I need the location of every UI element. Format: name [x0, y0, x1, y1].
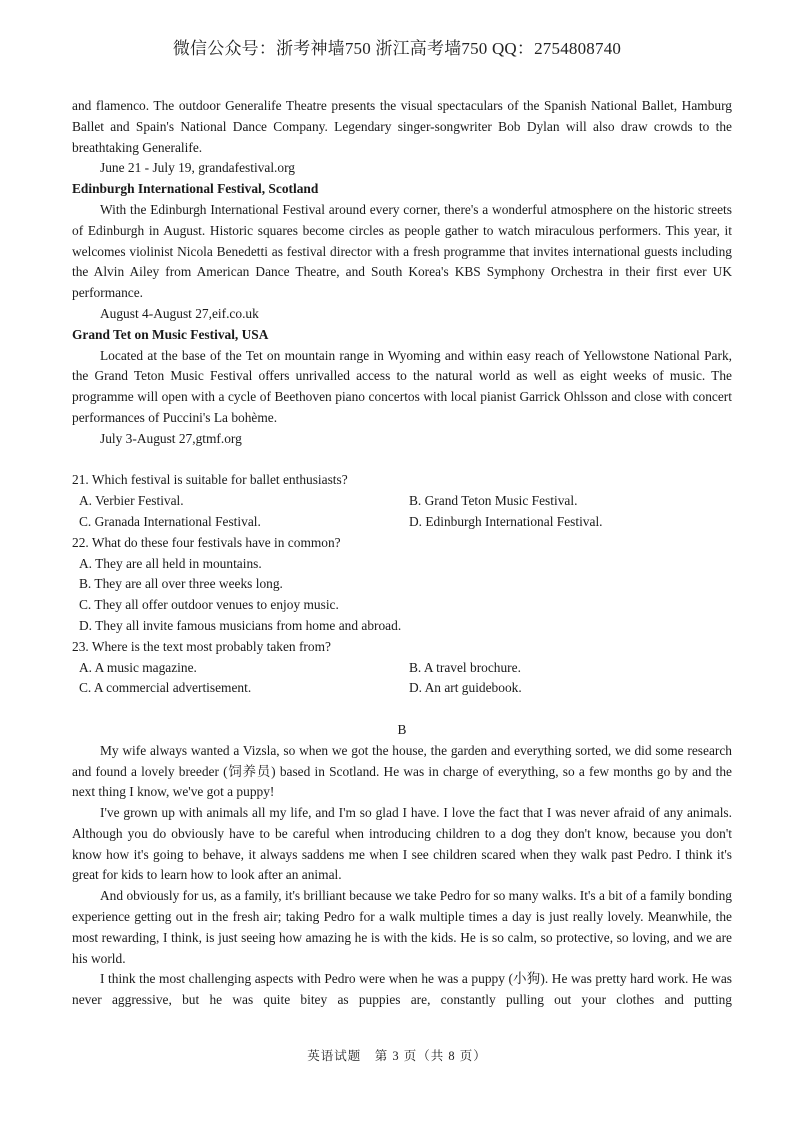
festival-title-edinburgh: Edinburgh International Festival, Scotland	[72, 181, 319, 197]
page-footer: 英语试题 第 3 页（共 8 页）	[307, 1049, 487, 1063]
question-21	[72, 470, 732, 532]
option-b: B. They are all over three weeks long.	[79, 576, 283, 592]
option-row	[72, 678, 732, 699]
option-row	[72, 491, 732, 512]
question-23	[72, 637, 732, 699]
section-label-b: B	[397, 721, 407, 737]
festival-date-edinburgh: August 4-August 27,eif.co.uk	[100, 305, 259, 321]
option-d: D. An art guidebook.	[409, 680, 522, 696]
option-c: C. Granada International Festival.	[79, 513, 261, 529]
passage-b-paragraph-4: I think the most challenging aspects with Pedro were when he was a puppy (小狗). He was pretty hard work. He was never aggressive, but he was quite bitey as puppies are, constantly pulling out your clothes and putting	[72, 971, 732, 1008]
option-d: D. They all invite famous musicians from home and abroad.	[79, 617, 402, 633]
passage-b-paragraph-1: My wife always wanted a Vizsla, so when we got the house, the garden and everything sorted, we did some research and found a lovely breeder (饲养员) based in Scotland. He was in charge of everything, so a few months go by and the next thing I know, we've got a puppy!	[72, 742, 732, 800]
option-b: B. A travel brochure.	[409, 659, 521, 675]
question-stem: 21. Which festival is suitable for ballet enthusiasts?	[72, 472, 348, 488]
passage-b-paragraph-2: I've grown up with animals all my life, and I'm so glad I have. I love the fact that I was never afraid of any animals. Although you do obviously have to be careful when introducing children to a dog they don't know, because you don't know how it's going to behave, it always saddens me when I see children scared when they walk past Pedro. I think it's great for kids to learn how to look after an animal.	[72, 805, 732, 883]
option-row	[72, 512, 732, 533]
question-stem: 23. Where is the text most probably taken from?	[72, 638, 331, 654]
festival-title-grand-teton: Grand Tet on Music Festival, USA	[72, 326, 269, 342]
festival-body-edinburgh: With the Edinburgh International Festival around every corner, there's a wonderful atmosphere on the historic streets of Edinburgh in August. Historic squares become circles as people gather to watch miraculous performers. This year, it welcomes violinist Nicola Benedetti as festival director with a fresh programme that invites international guests including the Alvin Ailey from American Dance Theatre, and South Korea's KBS Symphony Orchestra in their first ever UK performance.	[72, 201, 732, 301]
granada-paragraph-continuation: and flamenco. The outdoor Generalife Theatre presents the visual spectaculars of the Spanish National Ballet, Hamburg Ballet and Spain's National Dance Company. Legendary singer-songwriter Bob Dylan will also draw crowds to the breathtaking Generalife.	[72, 98, 732, 155]
spacer	[72, 450, 732, 471]
watermark-header: 微信公众号：浙考神墙750 浙江高考墙750 QQ：2754808740	[172, 39, 622, 58]
option-a: A. A music magazine.	[79, 659, 197, 675]
spacer	[72, 699, 732, 720]
option-row	[72, 658, 732, 679]
option-d: D. Edinburgh International Festival.	[409, 513, 603, 529]
festival-body-grand-teton: Located at the base of the Tet on mountain range in Wyoming and within easy reach of Yellowstone National Park, the Grand Teton Music Festival offers unrivalled access to the natural world as well as eight weeks of music. The programme will open with a cycle of Beethoven piano concertos with local pianist Garrick Ohlsson and close with concert performances of Puccini's La bohème.	[72, 347, 732, 425]
option-a: A. They are all held in mountains.	[79, 555, 262, 571]
granada-date-website: June 21 - July 19, grandafestival.org	[100, 160, 295, 176]
question-22	[72, 533, 732, 637]
option-c: C. They all offer outdoor venues to enjoy music.	[79, 597, 339, 613]
question-stem: 22. What do these four festivals have in common?	[72, 534, 341, 550]
festival-date-grand-teton: July 3-August 27,gtmf.org	[100, 430, 242, 446]
option-a: A. Verbier Festival.	[79, 493, 184, 509]
exam-page-content	[72, 96, 732, 1011]
passage-b-paragraph-3: And obviously for us, as a family, it's brilliant because we take Pedro for so many walks. It's a bit of a family bonding experience getting out in the fresh air; taking Pedro for a walk multiple times a day is just really lovely. Meanwhile, the most rewarding, I think, is just seeing how amazing he is with the kids. He is so calm, so protective, so loving, and we are his world.	[72, 888, 732, 966]
option-b: B. Grand Teton Music Festival.	[409, 493, 578, 509]
option-c: C. A commercial advertisement.	[79, 680, 252, 696]
